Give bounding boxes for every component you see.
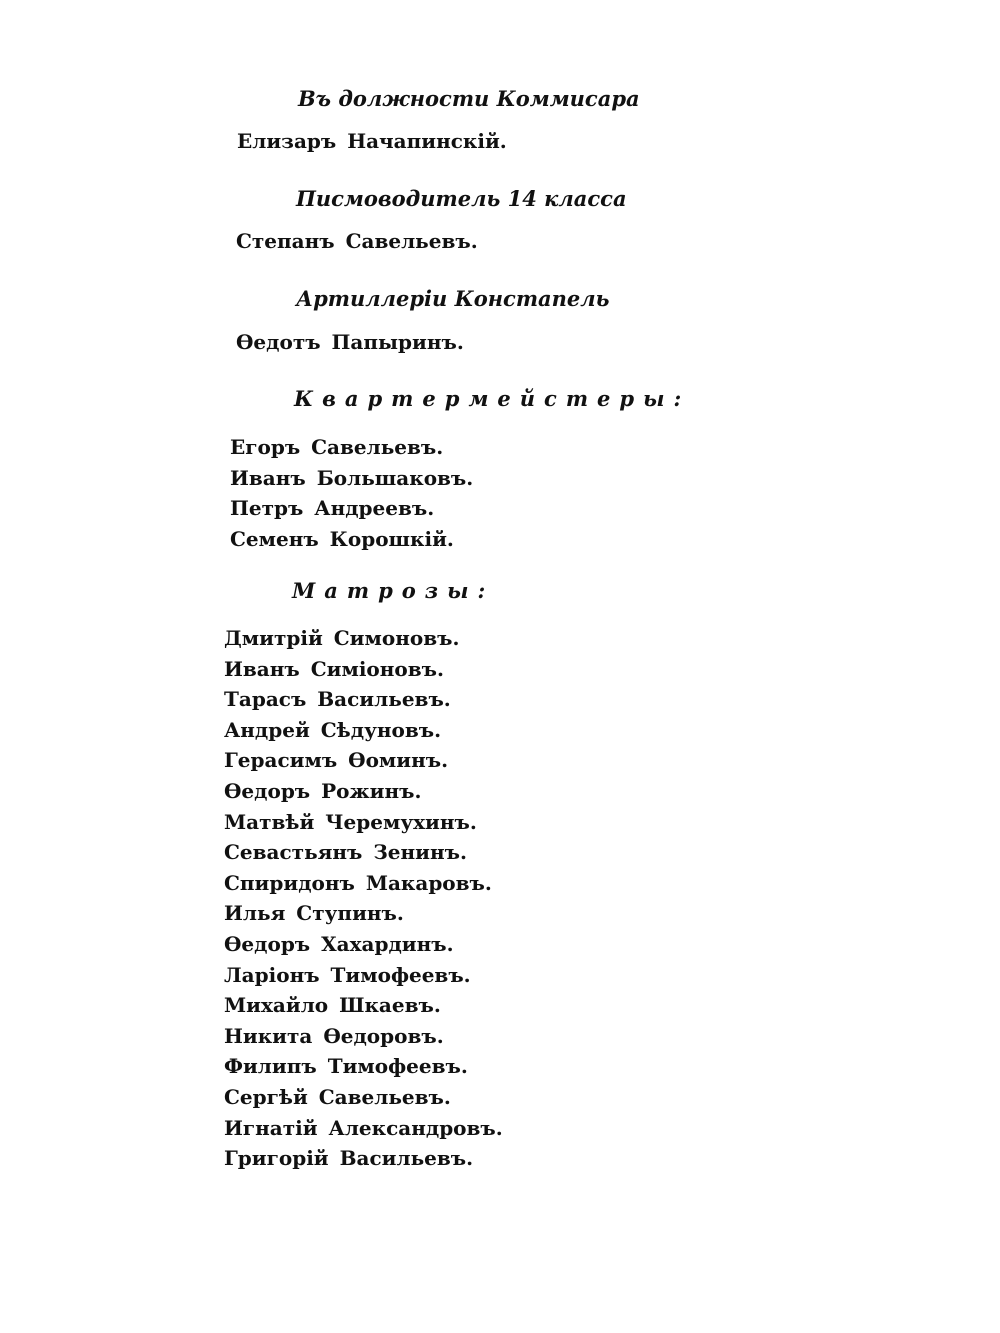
list-item: Григорій Васильевъ. [224, 1146, 474, 1171]
list-item: Дмитрій Симоновъ. [224, 626, 460, 650]
name-artillery-constable: Өедотъ Папыринъ. [236, 330, 464, 354]
heading-clerk: Писмоводитель 14 класса [296, 186, 627, 211]
list-item: Иванъ Большаковъ. [230, 465, 474, 490]
quartermasters-list [230, 432, 473, 554]
list-item: Севастьянъ Зенинъ. [224, 840, 467, 865]
sailors-list [224, 623, 503, 1174]
list-item: Илья Ступинъ. [224, 901, 404, 926]
list-item: Герасимъ Өоминъ. [224, 748, 449, 773]
list-item: Егоръ Савельевъ. [230, 435, 444, 459]
list-item: Семенъ Корошкій. [230, 526, 454, 551]
list-item: Өедоръ Рожинъ. [224, 778, 422, 803]
list-item: Ларіонъ Тимофеевъ. [224, 962, 471, 987]
heading-quartermasters: Квартермейстеры: [294, 386, 691, 411]
list-item: Тарасъ Васильевъ. [224, 687, 451, 712]
name-clerk: Степанъ Савельевъ. [236, 229, 478, 253]
name-commissar: Елизаръ Начапинскій. [237, 129, 507, 153]
heading-commissar: Въ должности Коммисара [298, 86, 640, 111]
heading-sailors: Матрозы: [292, 578, 495, 603]
list-item: Петръ Андреевъ. [230, 496, 435, 520]
heading-artillery-constable: Артиллеріи Констапель [296, 286, 610, 311]
list-item: Сергѣй Савельевъ. [224, 1084, 451, 1109]
list-item: Спиридонъ Макаровъ. [224, 870, 492, 895]
list-item: Филипъ Тимофеевъ. [224, 1054, 468, 1079]
list-item: Андрей Сѣдуновъ. [224, 717, 442, 742]
list-item: Никита Өедоровъ. [224, 1023, 444, 1048]
list-item: Игнатій Александровъ. [224, 1115, 503, 1140]
list-item: Михайло Шкаевъ. [224, 993, 441, 1018]
list-item: Иванъ Симіоновъ. [224, 656, 444, 681]
list-item: Өедоръ Хахардинъ. [224, 931, 454, 956]
list-item: Матвѣй Черемухинъ. [224, 809, 477, 834]
